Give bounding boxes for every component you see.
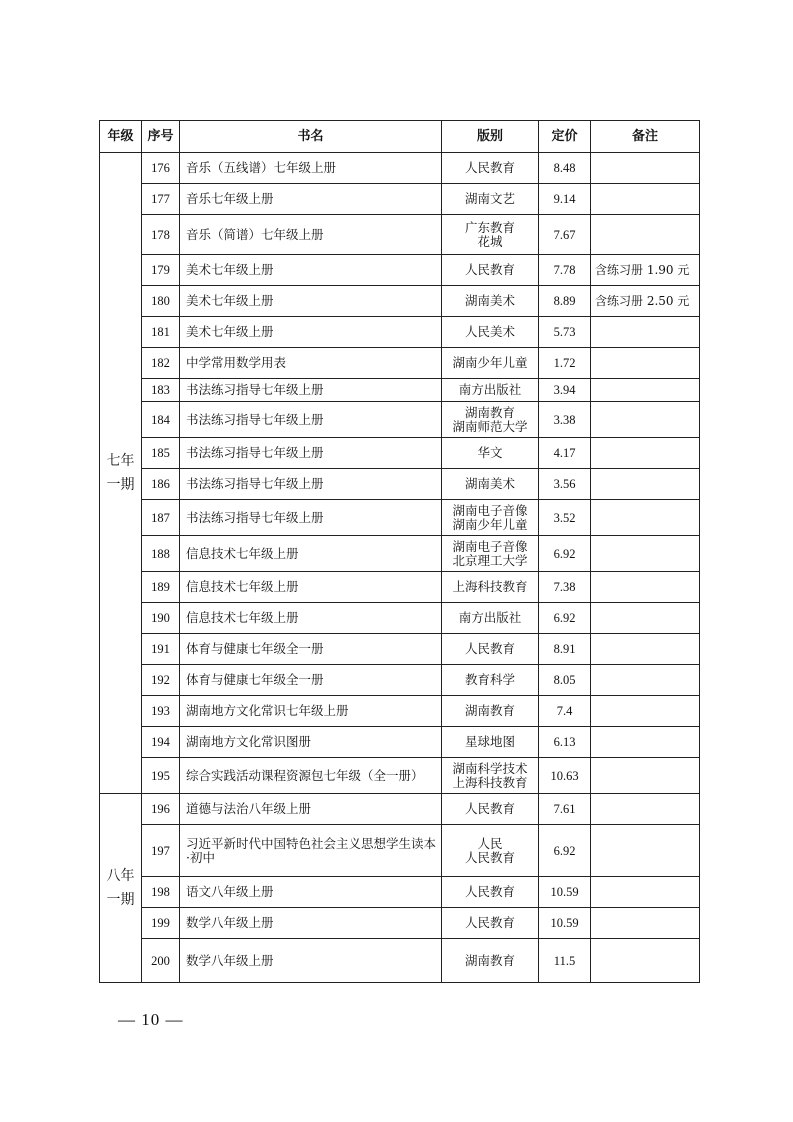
note <box>591 402 700 438</box>
price: 3.52 <box>539 500 591 536</box>
publisher: 湖南文艺 <box>442 184 539 215</box>
table-row <box>100 438 700 469</box>
publisher: 湖南教育 <box>442 696 539 727</box>
price: 6.13 <box>539 727 591 758</box>
row-number: 189 <box>142 572 180 603</box>
row-number: 200 <box>142 939 180 983</box>
price: 10.59 <box>539 908 591 939</box>
note <box>591 215 700 255</box>
grade-label: 八年一期 <box>106 868 135 908</box>
table-row <box>100 317 700 348</box>
header-publisher: 版别 <box>442 121 539 153</box>
table-row <box>100 500 700 536</box>
header-title: 书名 <box>180 121 442 153</box>
publisher: 华文 <box>442 438 539 469</box>
note <box>591 696 700 727</box>
row-number: 179 <box>142 255 180 286</box>
book-title: 语文八年级上册 <box>180 877 442 908</box>
note <box>591 500 700 536</box>
book-title: 体育与健康七年级全一册 <box>180 665 442 696</box>
publisher: 湖南科学技术 上海科技教育 <box>442 758 539 794</box>
row-number: 183 <box>142 379 180 402</box>
note <box>591 379 700 402</box>
book-title: 书法练习指导七年级上册 <box>180 402 442 438</box>
table-row <box>100 348 700 379</box>
row-number: 180 <box>142 286 180 317</box>
book-title: 音乐七年级上册 <box>180 184 442 215</box>
row-number: 192 <box>142 665 180 696</box>
publisher: 人民教育 <box>442 634 539 665</box>
header-note: 备注 <box>591 121 700 153</box>
row-number: 193 <box>142 696 180 727</box>
publisher: 人民教育 <box>442 153 539 184</box>
book-title: 书法练习指导七年级上册 <box>180 438 442 469</box>
note <box>591 184 700 215</box>
publisher: 南方出版社 <box>442 603 539 634</box>
note <box>591 348 700 379</box>
book-title: 信息技术七年级上册 <box>180 572 442 603</box>
book-title: 音乐（简谱）七年级上册 <box>180 215 442 255</box>
publisher: 人民教育 <box>442 908 539 939</box>
note <box>591 727 700 758</box>
header-no: 序号 <box>142 121 180 153</box>
price: 7.61 <box>539 794 591 825</box>
note <box>591 758 700 794</box>
price: 10.59 <box>539 877 591 908</box>
publisher: 教育科学 <box>442 665 539 696</box>
publisher: 湖南教育 湖南师范大学 <box>442 402 539 438</box>
grade-label: 七年一期 <box>106 453 135 493</box>
book-title: 书法练习指导七年级上册 <box>180 469 442 500</box>
note <box>591 438 700 469</box>
book-title: 数学八年级上册 <box>180 939 442 983</box>
table-row <box>100 794 700 825</box>
publisher: 人民 人民教育 <box>442 825 539 877</box>
row-number: 199 <box>142 908 180 939</box>
table-body <box>100 153 700 983</box>
note <box>591 634 700 665</box>
note <box>591 603 700 634</box>
row-number: 178 <box>142 215 180 255</box>
table-row <box>100 215 700 255</box>
table-row <box>100 908 700 939</box>
book-title: 音乐（五线谱）七年级上册 <box>180 153 442 184</box>
table-row <box>100 939 700 983</box>
table-row <box>100 758 700 794</box>
row-number: 181 <box>142 317 180 348</box>
table-row <box>100 184 700 215</box>
price: 11.5 <box>539 939 591 983</box>
note <box>591 825 700 877</box>
publisher: 人民美术 <box>442 317 539 348</box>
table-row <box>100 727 700 758</box>
book-title: 美术七年级上册 <box>180 317 442 348</box>
table-row <box>100 825 700 877</box>
book-title: 综合实践活动课程资源包七年级（全一册） <box>180 758 442 794</box>
price: 7.78 <box>539 255 591 286</box>
row-number: 188 <box>142 536 180 572</box>
price: 6.92 <box>539 603 591 634</box>
price: 8.05 <box>539 665 591 696</box>
table-row <box>100 379 700 402</box>
row-number: 176 <box>142 153 180 184</box>
table-row <box>100 696 700 727</box>
price: 10.63 <box>539 758 591 794</box>
book-title: 湖南地方文化常识图册 <box>180 727 442 758</box>
publisher: 上海科技教育 <box>442 572 539 603</box>
note <box>591 939 700 983</box>
price: 6.92 <box>539 536 591 572</box>
book-title: 美术七年级上册 <box>180 286 442 317</box>
book-title: 中学常用数学用表 <box>180 348 442 379</box>
price: 9.14 <box>539 184 591 215</box>
price: 7.4 <box>539 696 591 727</box>
book-title: 美术七年级上册 <box>180 255 442 286</box>
book-title: 书法练习指导七年级上册 <box>180 500 442 536</box>
book-title: 书法练习指导七年级上册 <box>180 379 442 402</box>
table-row <box>100 572 700 603</box>
price: 8.91 <box>539 634 591 665</box>
book-title: 体育与健康七年级全一册 <box>180 634 442 665</box>
row-number: 186 <box>142 469 180 500</box>
note <box>591 469 700 500</box>
note <box>591 908 700 939</box>
table-row <box>100 286 700 317</box>
publisher: 湖南美术 <box>442 469 539 500</box>
table-row <box>100 603 700 634</box>
book-title: 信息技术七年级上册 <box>180 536 442 572</box>
book-title: 道德与法治八年级上册 <box>180 794 442 825</box>
publisher: 人民教育 <box>442 877 539 908</box>
row-number: 184 <box>142 402 180 438</box>
publisher: 广东教育 花城 <box>442 215 539 255</box>
note <box>591 572 700 603</box>
table-row <box>100 402 700 438</box>
note: 含练习册 1.90 元 <box>591 255 700 286</box>
publisher: 湖南电子音像 湖南少年儿童 <box>442 500 539 536</box>
grade-cell <box>100 794 142 983</box>
price: 7.38 <box>539 572 591 603</box>
book-title: 信息技术七年级上册 <box>180 603 442 634</box>
table-row <box>100 536 700 572</box>
table-row <box>100 255 700 286</box>
price: 1.72 <box>539 348 591 379</box>
row-number: 198 <box>142 877 180 908</box>
row-number: 196 <box>142 794 180 825</box>
page-number: — 10 — <box>118 1010 184 1029</box>
publisher: 湖南教育 <box>442 939 539 983</box>
note <box>591 877 700 908</box>
note <box>591 317 700 348</box>
publisher: 南方出版社 <box>442 379 539 402</box>
row-number: 182 <box>142 348 180 379</box>
row-number: 191 <box>142 634 180 665</box>
note <box>591 153 700 184</box>
price: 5.73 <box>539 317 591 348</box>
price: 7.67 <box>539 215 591 255</box>
price: 4.17 <box>539 438 591 469</box>
note <box>591 665 700 696</box>
note <box>591 536 700 572</box>
table-row <box>100 634 700 665</box>
book-title: 习近平新时代中国特色社会主义思想学生读本·初中 <box>180 825 442 877</box>
book-title: 湖南地方文化常识七年级上册 <box>180 696 442 727</box>
publisher: 人民教育 <box>442 255 539 286</box>
textbook-price-table <box>99 120 700 983</box>
publisher: 湖南美术 <box>442 286 539 317</box>
publisher: 湖南电子音像 北京理工大学 <box>442 536 539 572</box>
note: 含练习册 2.50 元 <box>591 286 700 317</box>
price: 3.56 <box>539 469 591 500</box>
publisher: 星球地图 <box>442 727 539 758</box>
row-number: 190 <box>142 603 180 634</box>
table-header-row <box>100 121 700 153</box>
table-row <box>100 665 700 696</box>
table-row <box>100 469 700 500</box>
price: 3.94 <box>539 379 591 402</box>
publisher: 人民教育 <box>442 794 539 825</box>
row-number: 185 <box>142 438 180 469</box>
row-number: 187 <box>142 500 180 536</box>
price: 3.38 <box>539 402 591 438</box>
price: 6.92 <box>539 825 591 877</box>
row-number: 195 <box>142 758 180 794</box>
row-number: 177 <box>142 184 180 215</box>
book-title: 数学八年级上册 <box>180 908 442 939</box>
price: 8.89 <box>539 286 591 317</box>
table-row <box>100 877 700 908</box>
note <box>591 794 700 825</box>
row-number: 194 <box>142 727 180 758</box>
row-number: 197 <box>142 825 180 877</box>
header-grade: 年级 <box>100 121 142 153</box>
price: 8.48 <box>539 153 591 184</box>
table-row <box>100 153 700 184</box>
publisher: 湖南少年儿童 <box>442 348 539 379</box>
grade-cell <box>100 153 142 794</box>
header-price: 定价 <box>539 121 591 153</box>
